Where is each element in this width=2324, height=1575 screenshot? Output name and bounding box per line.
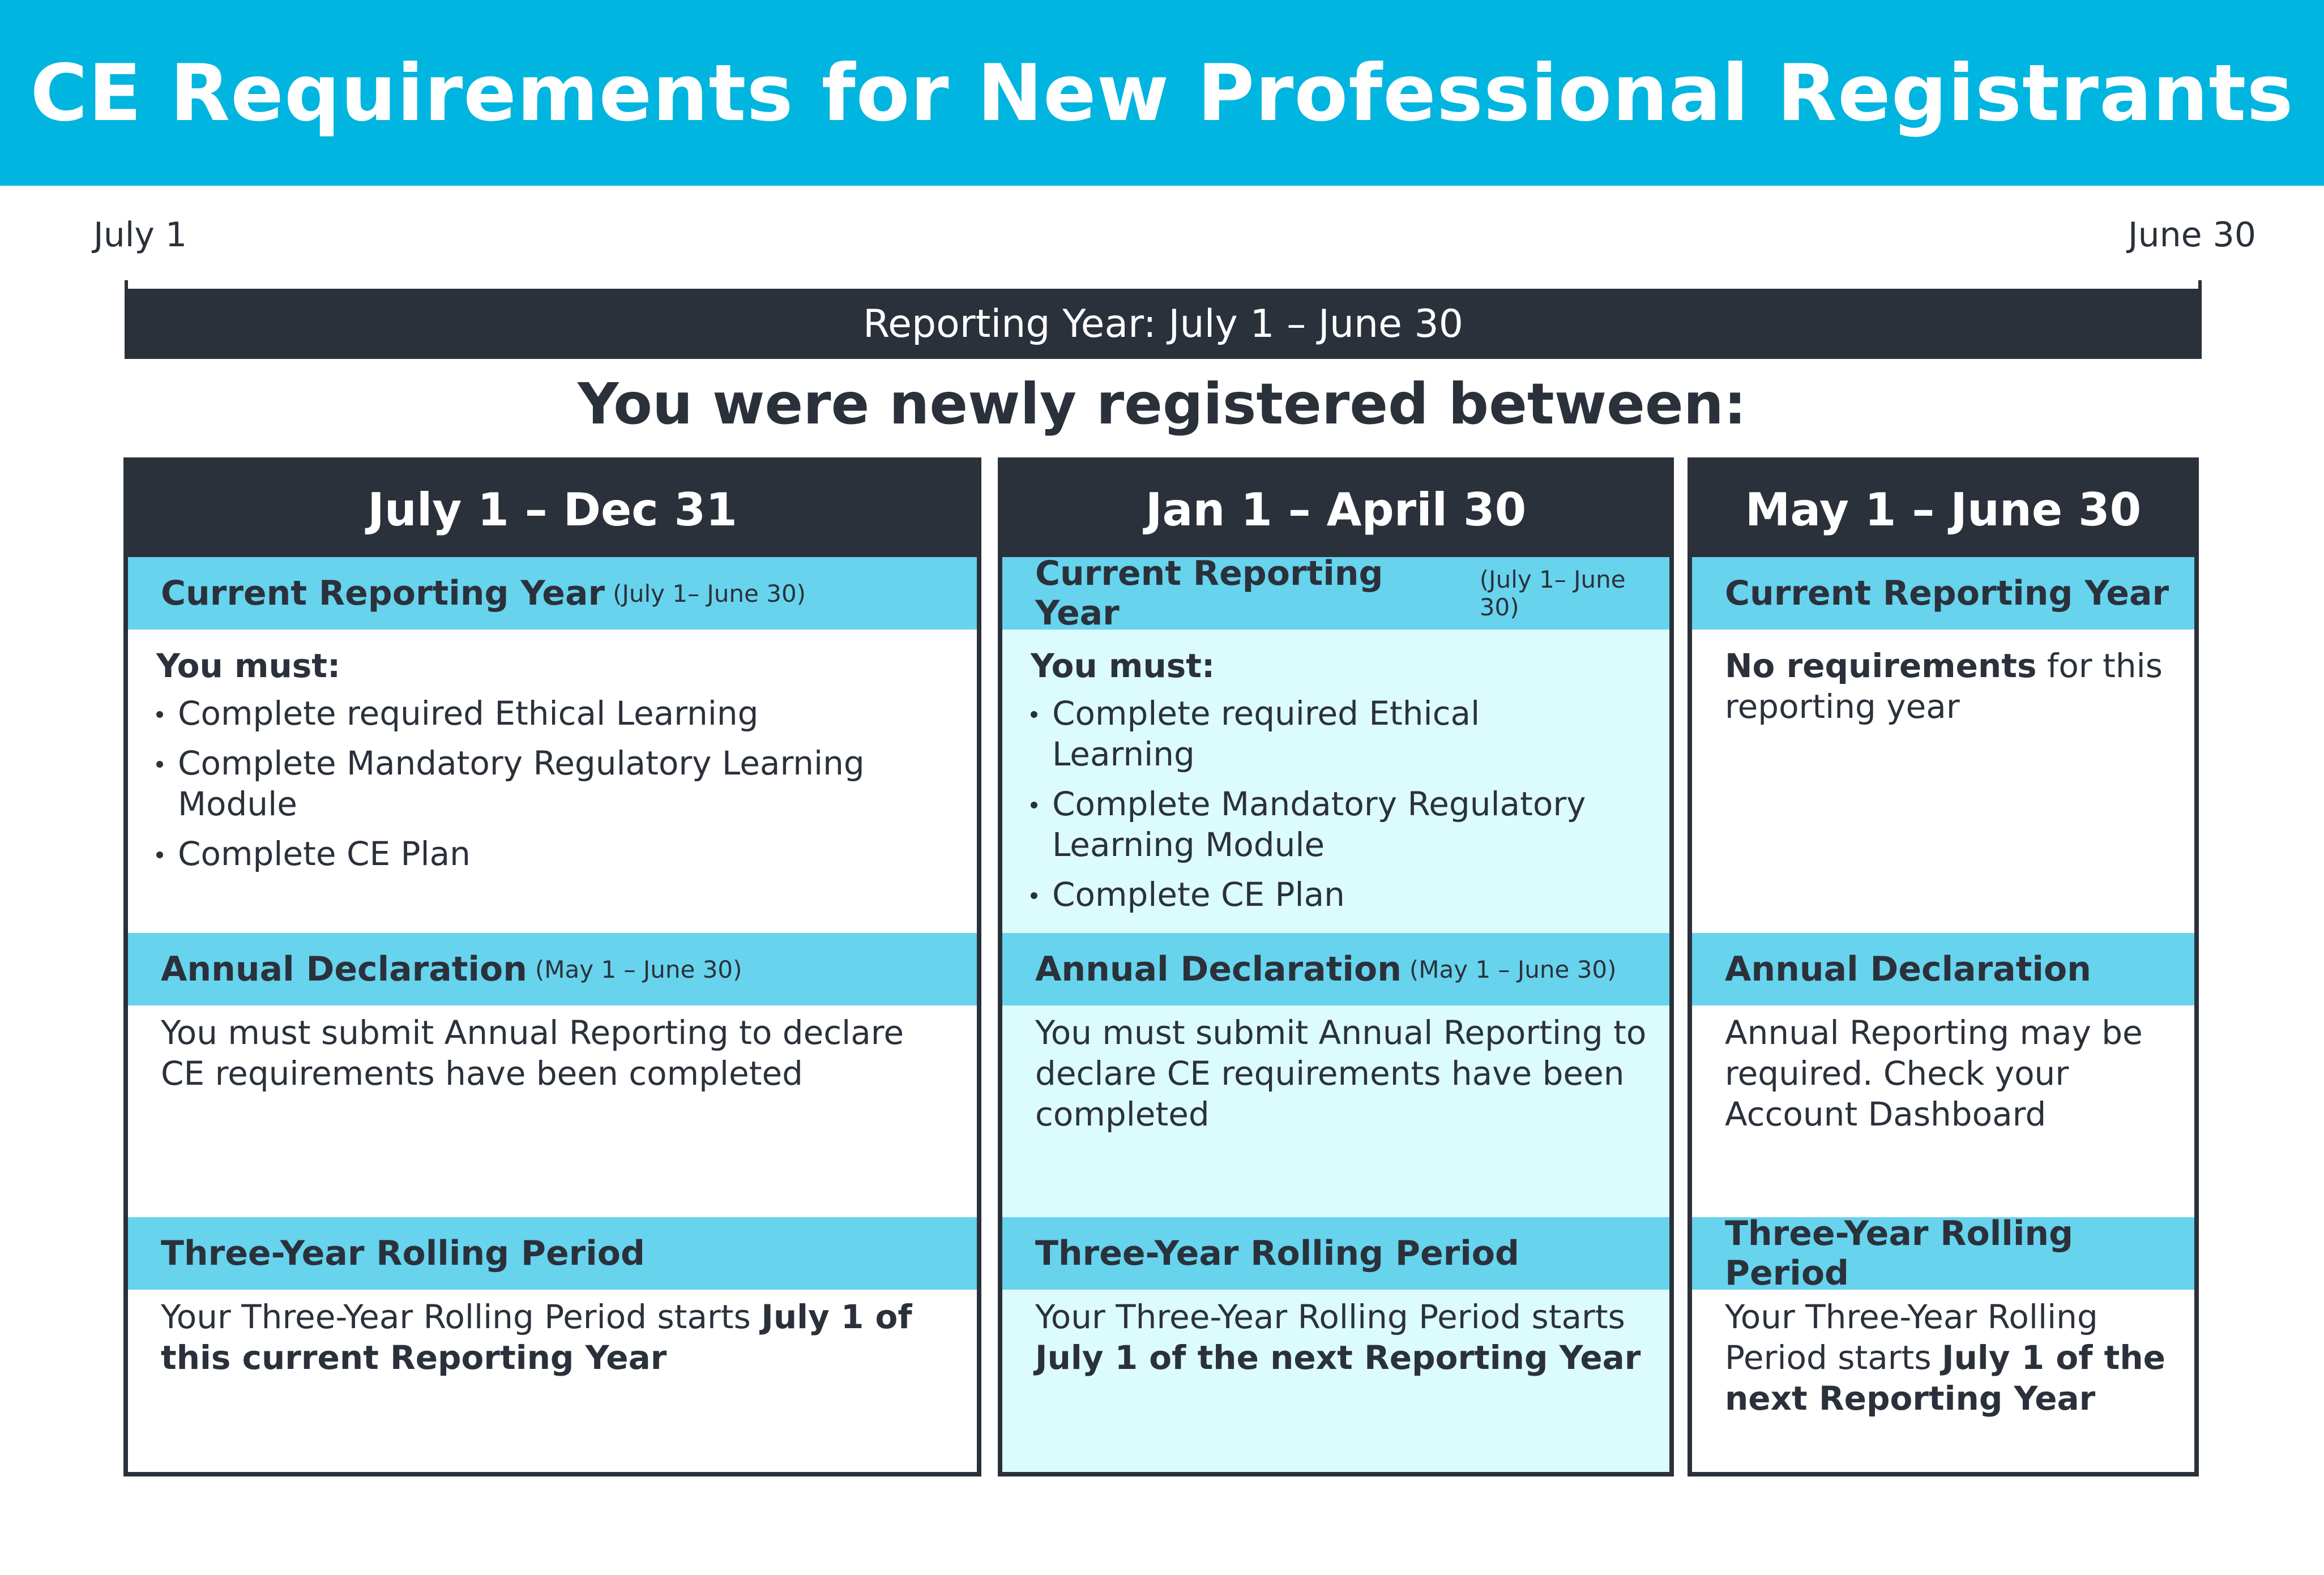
- rolling-period-lead: Your Three-Year Rolling Period starts: [161, 1298, 762, 1336]
- column-header: May 1 – June 30: [1692, 462, 2194, 557]
- rolling-period-lead: Your Three-Year Rolling Period starts: [1725, 1298, 2098, 1377]
- section-title: Three-Year Rolling Period: [1725, 1214, 2074, 1293]
- no-requirements-text: for this reporting year: [1725, 647, 2163, 726]
- column-jan-april: [998, 457, 1674, 1476]
- current-year-section-body: [1031, 645, 1647, 924]
- section-date-note: (May 1 – June 30): [535, 955, 742, 983]
- current-year-section-body: [156, 645, 954, 883]
- annual-declaration-text: You must submit Annual Reporting to declare CE requirements have been completed: [161, 1013, 904, 1093]
- rolling-period-start: July 1 of the next Reporting Year: [1035, 1338, 1641, 1377]
- requirements-list: [1031, 693, 1647, 915]
- reporting-year-bar: Reporting Year: July 1 – June 30: [125, 289, 2202, 359]
- annual-declaration-section-header: [1002, 933, 1669, 1005]
- section-title: Three-Year Rolling Period: [161, 1234, 645, 1273]
- rolling-period-start: July 1 of the next Reporting Year: [1725, 1338, 2165, 1418]
- current-year-section-header: [1692, 557, 2194, 630]
- annual-declaration-section-header: [128, 933, 977, 1005]
- annual-declaration-text: Annual Reporting may be required. Check your Account Dashboard: [1725, 1013, 2143, 1133]
- list-item: Complete CE Plan: [1031, 874, 1647, 915]
- list-item: Complete required Ethical Learning: [156, 693, 954, 734]
- list-item: Complete Mandatory Regulatory Learning Module: [1031, 784, 1647, 865]
- section-title: Current Reporting Year: [161, 573, 605, 613]
- list-item: Complete required Ethical Learning: [1031, 693, 1647, 774]
- column-july-dec: [123, 457, 981, 1476]
- title-banner: [0, 0, 2324, 186]
- section-title: Annual Declaration: [1725, 949, 2091, 989]
- current-year-section-header: [1002, 554, 1669, 633]
- no-requirements-label: No requirements: [1725, 647, 2037, 685]
- column-header: July 1 – Dec 31: [128, 462, 977, 557]
- section-title: Annual Declaration: [161, 949, 527, 989]
- list-item: Complete Mandatory Regulatory Learning Module: [156, 743, 954, 824]
- section-title: Annual Declaration: [1035, 949, 1402, 989]
- section-title: Three-Year Rolling Period: [1035, 1234, 1519, 1273]
- must-lead: You must:: [156, 647, 341, 685]
- section-title: Current Reporting Year: [1035, 554, 1383, 633]
- rolling-period-text: [1725, 1296, 2172, 1419]
- rolling-period-start: July 1 of this current Reporting Year: [161, 1298, 912, 1377]
- current-year-section-header: [128, 557, 977, 630]
- section-date-note: (July 1– June 30): [1479, 566, 1626, 621]
- column-may-june: [1688, 457, 2199, 1476]
- must-lead: You must:: [1031, 647, 1215, 685]
- column-header: Jan 1 – April 30: [1002, 462, 1669, 557]
- rolling-period-text: [161, 1296, 954, 1378]
- section-title: Current Reporting Year: [1725, 573, 2169, 613]
- rolling-period-section-header: [1692, 1214, 2194, 1293]
- rolling-period-section-header: [1002, 1217, 1669, 1290]
- current-year-section-body: [1725, 645, 2172, 727]
- requirements-list: [156, 693, 954, 874]
- section-date-note: (May 1 – June 30): [1409, 955, 1617, 983]
- page-title: CE Requirements for New Professional Registrants: [30, 47, 2294, 139]
- section-date-note: (July 1– June 30): [613, 579, 806, 607]
- timeline-end-label: June 30: [2128, 215, 2256, 255]
- timeline-start-label: July 1: [93, 215, 187, 255]
- annual-declaration-section-header: [1692, 933, 2194, 1005]
- registration-subtitle: You were newly registered between:: [578, 371, 1746, 437]
- rolling-period-lead: Your Three-Year Rolling Period starts: [1035, 1298, 1625, 1336]
- rolling-period-section-header: [128, 1217, 977, 1290]
- list-item: Complete CE Plan: [156, 833, 954, 874]
- rolling-period-text: [1035, 1296, 1647, 1378]
- annual-declaration-text: You must submit Annual Reporting to declare CE requirements have been completed: [1035, 1013, 1647, 1133]
